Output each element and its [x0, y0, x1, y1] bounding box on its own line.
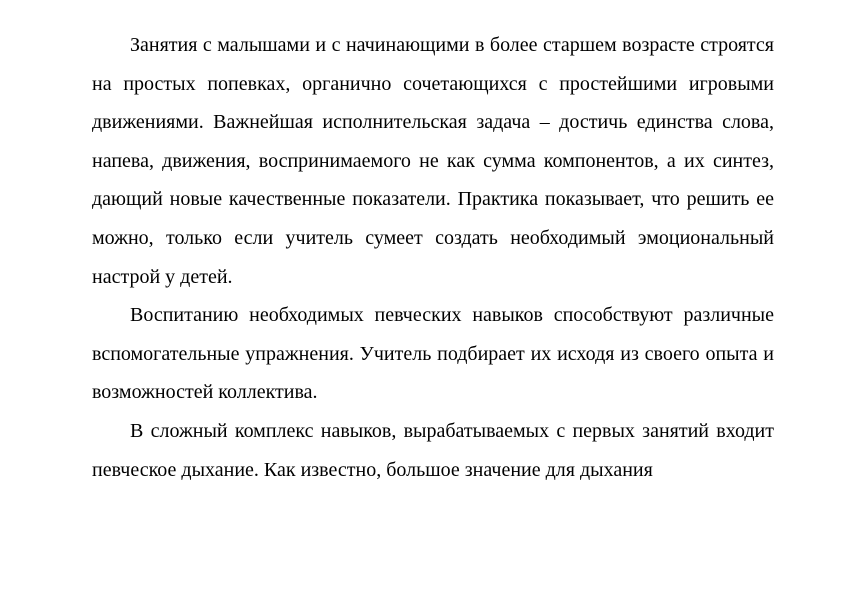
- paragraph-1: Занятия с малышами и с начинающими в более старшем возрасте строятся на простых попевках, органично сочетающихся с простейшими игровыми движениями. Важнейшая исполнительская задача – достичь единства слова, напева, движения, воспринимаемого не как сумма компонентов, а их синтез, дающий новые качественные показатели. Практика показывает, что решить ее можно, только если учитель сумеет создать необходимый эмоциональный настрой у детей.: [92, 34, 774, 288]
- paragraph-3: В сложный комплекс навыков, вырабатываемых с первых занятий входит певческое дыхание. Как известно, большое значение для дыхания: [92, 419, 774, 481]
- document-page: [92, 26, 774, 489]
- paragraph-2: Воспитанию необходимых певческих навыков способствуют различные вспомогательные упражнения. Учитель подбирает их исходя из своего опыта и возможностей коллектива.: [92, 304, 774, 404]
